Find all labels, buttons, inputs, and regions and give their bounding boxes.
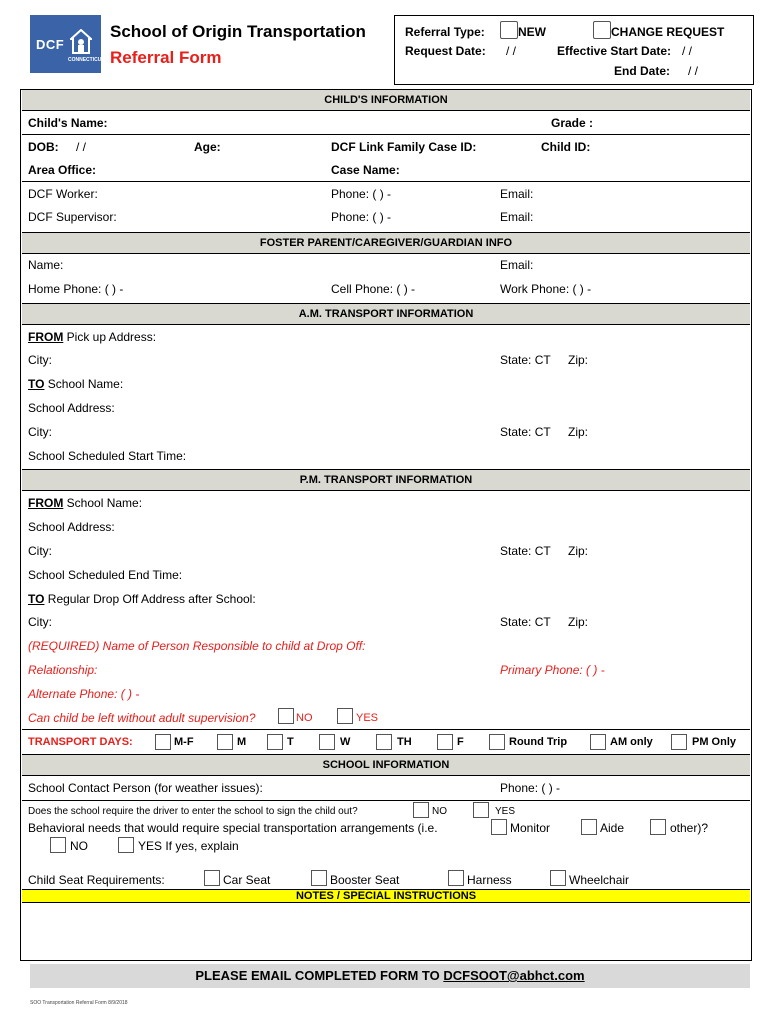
pm-end-time-label: School Scheduled End Time: bbox=[28, 568, 183, 582]
primary-phone-field[interactable]: Primary Phone: ( ) - bbox=[500, 663, 605, 677]
seat-requirements-label: Child Seat Requirements: bbox=[28, 873, 165, 887]
behavioral-no-label: NO bbox=[70, 839, 88, 853]
case-name-label: Case Name: bbox=[331, 163, 400, 177]
request-date-field[interactable]: / / bbox=[506, 44, 517, 58]
left-alone-no-checkbox[interactable] bbox=[278, 708, 294, 724]
logo-text: DCF bbox=[36, 37, 65, 52]
pm-state1-label: State: CT bbox=[500, 544, 551, 558]
behavioral-no-checkbox[interactable] bbox=[50, 837, 66, 853]
day-w-label: W bbox=[340, 736, 351, 748]
car-seat-checkbox[interactable] bbox=[204, 870, 220, 886]
wheelchair-checkbox[interactable] bbox=[550, 870, 566, 886]
day-f-label: F bbox=[457, 736, 464, 748]
day-f-checkbox[interactable] bbox=[437, 734, 453, 750]
relationship-label: Relationship: bbox=[28, 663, 98, 677]
end-date-field[interactable]: / / bbox=[688, 64, 699, 78]
am-state2-label: State: CT bbox=[500, 425, 551, 439]
school-heading: SCHOOL INFORMATION bbox=[22, 754, 750, 776]
page-title: School of Origin Transportation bbox=[110, 22, 366, 41]
harness-label: Harness bbox=[467, 873, 512, 887]
day-m-checkbox[interactable] bbox=[217, 734, 233, 750]
am-from-label: FROM Pick up Address: bbox=[28, 330, 157, 344]
required-name-label: (REQUIRED) Name of Person Responsible to child at Drop Off: bbox=[28, 639, 366, 653]
harness-checkbox[interactable] bbox=[448, 870, 464, 886]
monitor-label: Monitor bbox=[510, 821, 551, 835]
age-label: Age: bbox=[194, 140, 221, 154]
left-alone-question: Can child be left without adult supervision? bbox=[28, 711, 256, 725]
other-label: other)? bbox=[670, 821, 709, 835]
transport-days-label: TRANSPORT DAYS: bbox=[28, 736, 133, 748]
am-to-label: TO School Name: bbox=[28, 377, 124, 391]
day-mf-checkbox[interactable] bbox=[155, 734, 171, 750]
behavioral-yes-checkbox[interactable] bbox=[118, 837, 134, 853]
am-only-checkbox[interactable] bbox=[590, 734, 606, 750]
request-date-label: Request Date: bbox=[405, 44, 486, 58]
pm-state2-label: State: CT bbox=[500, 615, 551, 629]
foster-heading: FOSTER PARENT/CAREGIVER/GUARDIAN INFO bbox=[22, 232, 750, 254]
pm-zip1-label: Zip: bbox=[568, 544, 589, 558]
supervisor-email-label: Email: bbox=[500, 210, 534, 224]
enter-school-no-checkbox[interactable] bbox=[413, 802, 429, 818]
dob-field[interactable]: / / bbox=[76, 140, 87, 154]
logo-subtext: CONNECTICUT bbox=[68, 57, 105, 63]
am-only-label: AM only bbox=[610, 736, 653, 748]
round-trip-label: Round Trip bbox=[509, 736, 568, 748]
wheelchair-label: Wheelchair bbox=[569, 873, 630, 887]
dcf-supervisor-label: DCF Supervisor: bbox=[28, 210, 117, 224]
referral-type-label: Referral Type: bbox=[405, 25, 485, 39]
left-alone-yes-checkbox[interactable] bbox=[337, 708, 353, 724]
am-zip1-label: Zip: bbox=[568, 353, 589, 367]
please-email-text: PLEASE EMAIL COMPLETED FORM TO bbox=[195, 968, 444, 983]
pm-from-label: FROM School Name: bbox=[28, 496, 143, 510]
enter-school-question: Does the school require the driver to enter the school to sign the child out? bbox=[28, 806, 358, 817]
left-alone-no-label: NO bbox=[296, 712, 313, 724]
round-trip-checkbox[interactable] bbox=[489, 734, 505, 750]
worker-phone-field[interactable]: Phone: ( ) - bbox=[331, 187, 392, 201]
foster-name-label: Name: bbox=[28, 258, 64, 272]
am-school-address-label: School Address: bbox=[28, 401, 115, 415]
am-state1-label: State: CT bbox=[500, 353, 551, 367]
work-phone-field[interactable]: Work Phone: ( ) - bbox=[500, 282, 592, 296]
school-contact-label: School Contact Person (for weather issues): bbox=[28, 781, 263, 795]
email-instruction bbox=[30, 964, 750, 988]
notes-heading: NOTES / SPECIAL INSTRUCTIONS bbox=[22, 889, 750, 903]
page-subtitle: Referral Form bbox=[110, 48, 222, 67]
foster-email-label: Email: bbox=[500, 258, 534, 272]
child-id-label: Child ID: bbox=[541, 140, 591, 154]
new-checkbox[interactable] bbox=[500, 21, 518, 39]
effective-start-field[interactable]: / / bbox=[682, 44, 693, 58]
form-version-footnote: SOO Transportation Referral Form 8/9/2018 bbox=[30, 1000, 128, 1006]
other-checkbox[interactable] bbox=[650, 819, 666, 835]
car-seat-label: Car Seat bbox=[223, 873, 271, 887]
pm-only-checkbox[interactable] bbox=[671, 734, 687, 750]
am-city2-label: City: bbox=[28, 425, 52, 439]
dcf-logo bbox=[30, 15, 105, 73]
cell-phone-field[interactable]: Cell Phone: ( ) - bbox=[331, 282, 416, 296]
childs-name-label: Child's Name: bbox=[28, 116, 108, 130]
change-request-checkbox[interactable] bbox=[593, 21, 611, 39]
alternate-phone-field[interactable]: Alternate Phone: ( ) - bbox=[28, 687, 140, 701]
monitor-checkbox[interactable] bbox=[491, 819, 507, 835]
pm-zip2-label: Zip: bbox=[568, 615, 589, 629]
email-link[interactable]: DCFSOOT@abhct.com bbox=[443, 968, 585, 983]
supervisor-phone-field[interactable]: Phone: ( ) - bbox=[331, 210, 392, 224]
pm-city1-label: City: bbox=[28, 544, 52, 558]
dob-label: DOB: bbox=[28, 140, 59, 154]
aide-label: Aide bbox=[600, 821, 625, 835]
am-start-time-label: School Scheduled Start Time: bbox=[28, 449, 187, 463]
aide-checkbox[interactable] bbox=[581, 819, 597, 835]
day-w-checkbox[interactable] bbox=[319, 734, 335, 750]
behavioral-question: Behavioral needs that would require special transportation arrangements (i.e. bbox=[28, 821, 438, 835]
house-icon bbox=[70, 29, 92, 55]
change-request-label: CHANGE REQUEST bbox=[611, 25, 725, 39]
behavioral-yes-label: YES If yes, explain bbox=[138, 839, 239, 853]
enter-school-yes-label: YES bbox=[495, 806, 516, 817]
pm-school-address-label: School Address: bbox=[28, 520, 115, 534]
pm-to-label: TO Regular Drop Off Address after School: bbox=[28, 592, 256, 606]
day-th-checkbox[interactable] bbox=[376, 734, 392, 750]
childs-info-heading: CHILD'S INFORMATION bbox=[22, 89, 750, 111]
end-date-label: End Date: bbox=[614, 64, 671, 78]
am-city1-label: City: bbox=[28, 353, 52, 367]
pm-city2-label: City: bbox=[28, 615, 52, 629]
day-t-label: T bbox=[287, 736, 294, 748]
grade-label: Grade : bbox=[551, 116, 594, 130]
day-t-checkbox[interactable] bbox=[267, 734, 283, 750]
left-alone-yes-label: YES bbox=[356, 712, 379, 724]
school-phone-field[interactable]: Phone: ( ) - bbox=[500, 781, 561, 795]
effective-start-label: Effective Start Date: bbox=[557, 44, 672, 58]
dcf-worker-label: DCF Worker: bbox=[28, 187, 98, 201]
am-zip2-label: Zip: bbox=[568, 425, 589, 439]
notes-textarea[interactable] bbox=[22, 904, 750, 960]
new-label: NEW bbox=[518, 25, 546, 39]
pm-heading: P.M. TRANSPORT INFORMATION bbox=[22, 469, 750, 491]
enter-school-yes-checkbox[interactable] bbox=[473, 802, 489, 818]
area-office-label: Area Office: bbox=[28, 163, 97, 177]
family-case-id-label: DCF Link Family Case ID: bbox=[331, 140, 477, 154]
day-mf-label: M-F bbox=[174, 736, 194, 748]
booster-seat-checkbox[interactable] bbox=[311, 870, 327, 886]
am-heading: A.M. TRANSPORT INFORMATION bbox=[22, 303, 750, 325]
worker-email-label: Email: bbox=[500, 187, 534, 201]
enter-school-no-label: NO bbox=[432, 806, 447, 817]
day-th-label: TH bbox=[397, 736, 412, 748]
pm-only-label: PM Only bbox=[692, 736, 737, 748]
day-m-label: M bbox=[237, 736, 247, 748]
booster-seat-label: Booster Seat bbox=[330, 873, 400, 887]
home-phone-field[interactable]: Home Phone: ( ) - bbox=[28, 282, 124, 296]
